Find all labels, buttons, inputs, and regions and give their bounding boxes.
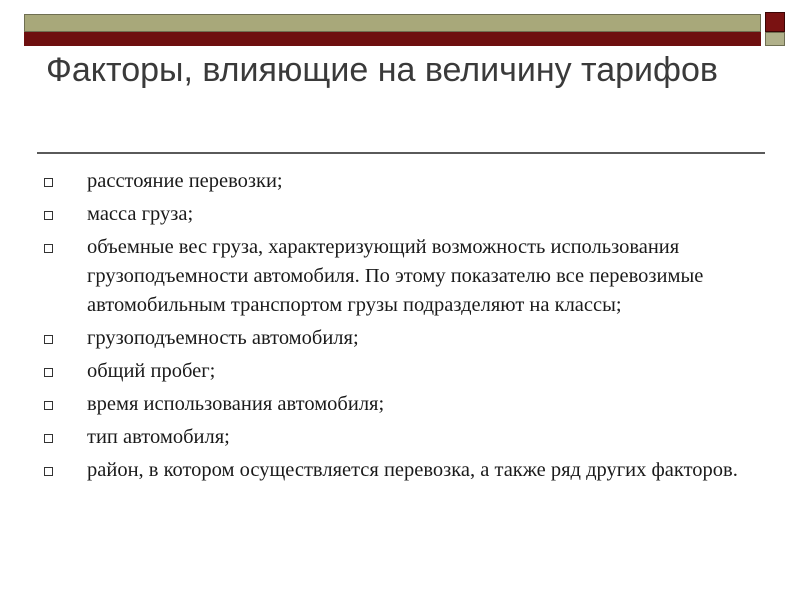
list-item-text: грузоподъемность автомобиля; xyxy=(87,327,359,349)
corner-square-maroon xyxy=(765,12,785,32)
square-bullet-icon xyxy=(44,211,53,220)
list-item xyxy=(44,200,764,229)
header-band-olive xyxy=(24,14,761,32)
square-bullet-icon xyxy=(44,467,53,476)
title-divider xyxy=(37,152,765,154)
list-item-text: расстояние перевозки; xyxy=(87,170,283,192)
list-item xyxy=(44,357,764,386)
list-item-text: район, в котором осуществляется перевозка, а также ряд других факторов. xyxy=(87,459,738,481)
square-bullet-icon xyxy=(44,401,53,410)
square-bullet-icon xyxy=(44,244,53,253)
list-item xyxy=(44,324,764,353)
list-item-text: общий пробег; xyxy=(87,360,216,382)
list-item xyxy=(44,423,764,452)
slide-title: Факторы, влияющие на величину тарифов xyxy=(46,51,718,89)
list-item-text: тип автомобиля; xyxy=(87,426,230,448)
list-item xyxy=(44,456,764,485)
corner-square-olive xyxy=(765,32,785,46)
square-bullet-icon xyxy=(44,368,53,377)
list-item xyxy=(44,390,764,419)
square-bullet-icon xyxy=(44,434,53,443)
list-item-text: время использования автомобиля; xyxy=(87,393,385,415)
list-item xyxy=(44,167,764,196)
list-item-text: масса груза; xyxy=(87,203,194,225)
bullet-list xyxy=(44,167,764,489)
header-band-maroon xyxy=(24,32,761,46)
square-bullet-icon xyxy=(44,178,53,187)
list-item-text: объемные вес груза, характеризующий возможность использования грузоподъемности автомобиля. По этому показателю все перевозимые автомобильным транспортом грузы подразделяют на классы; xyxy=(87,236,704,316)
square-bullet-icon xyxy=(44,335,53,344)
list-item xyxy=(44,233,764,320)
